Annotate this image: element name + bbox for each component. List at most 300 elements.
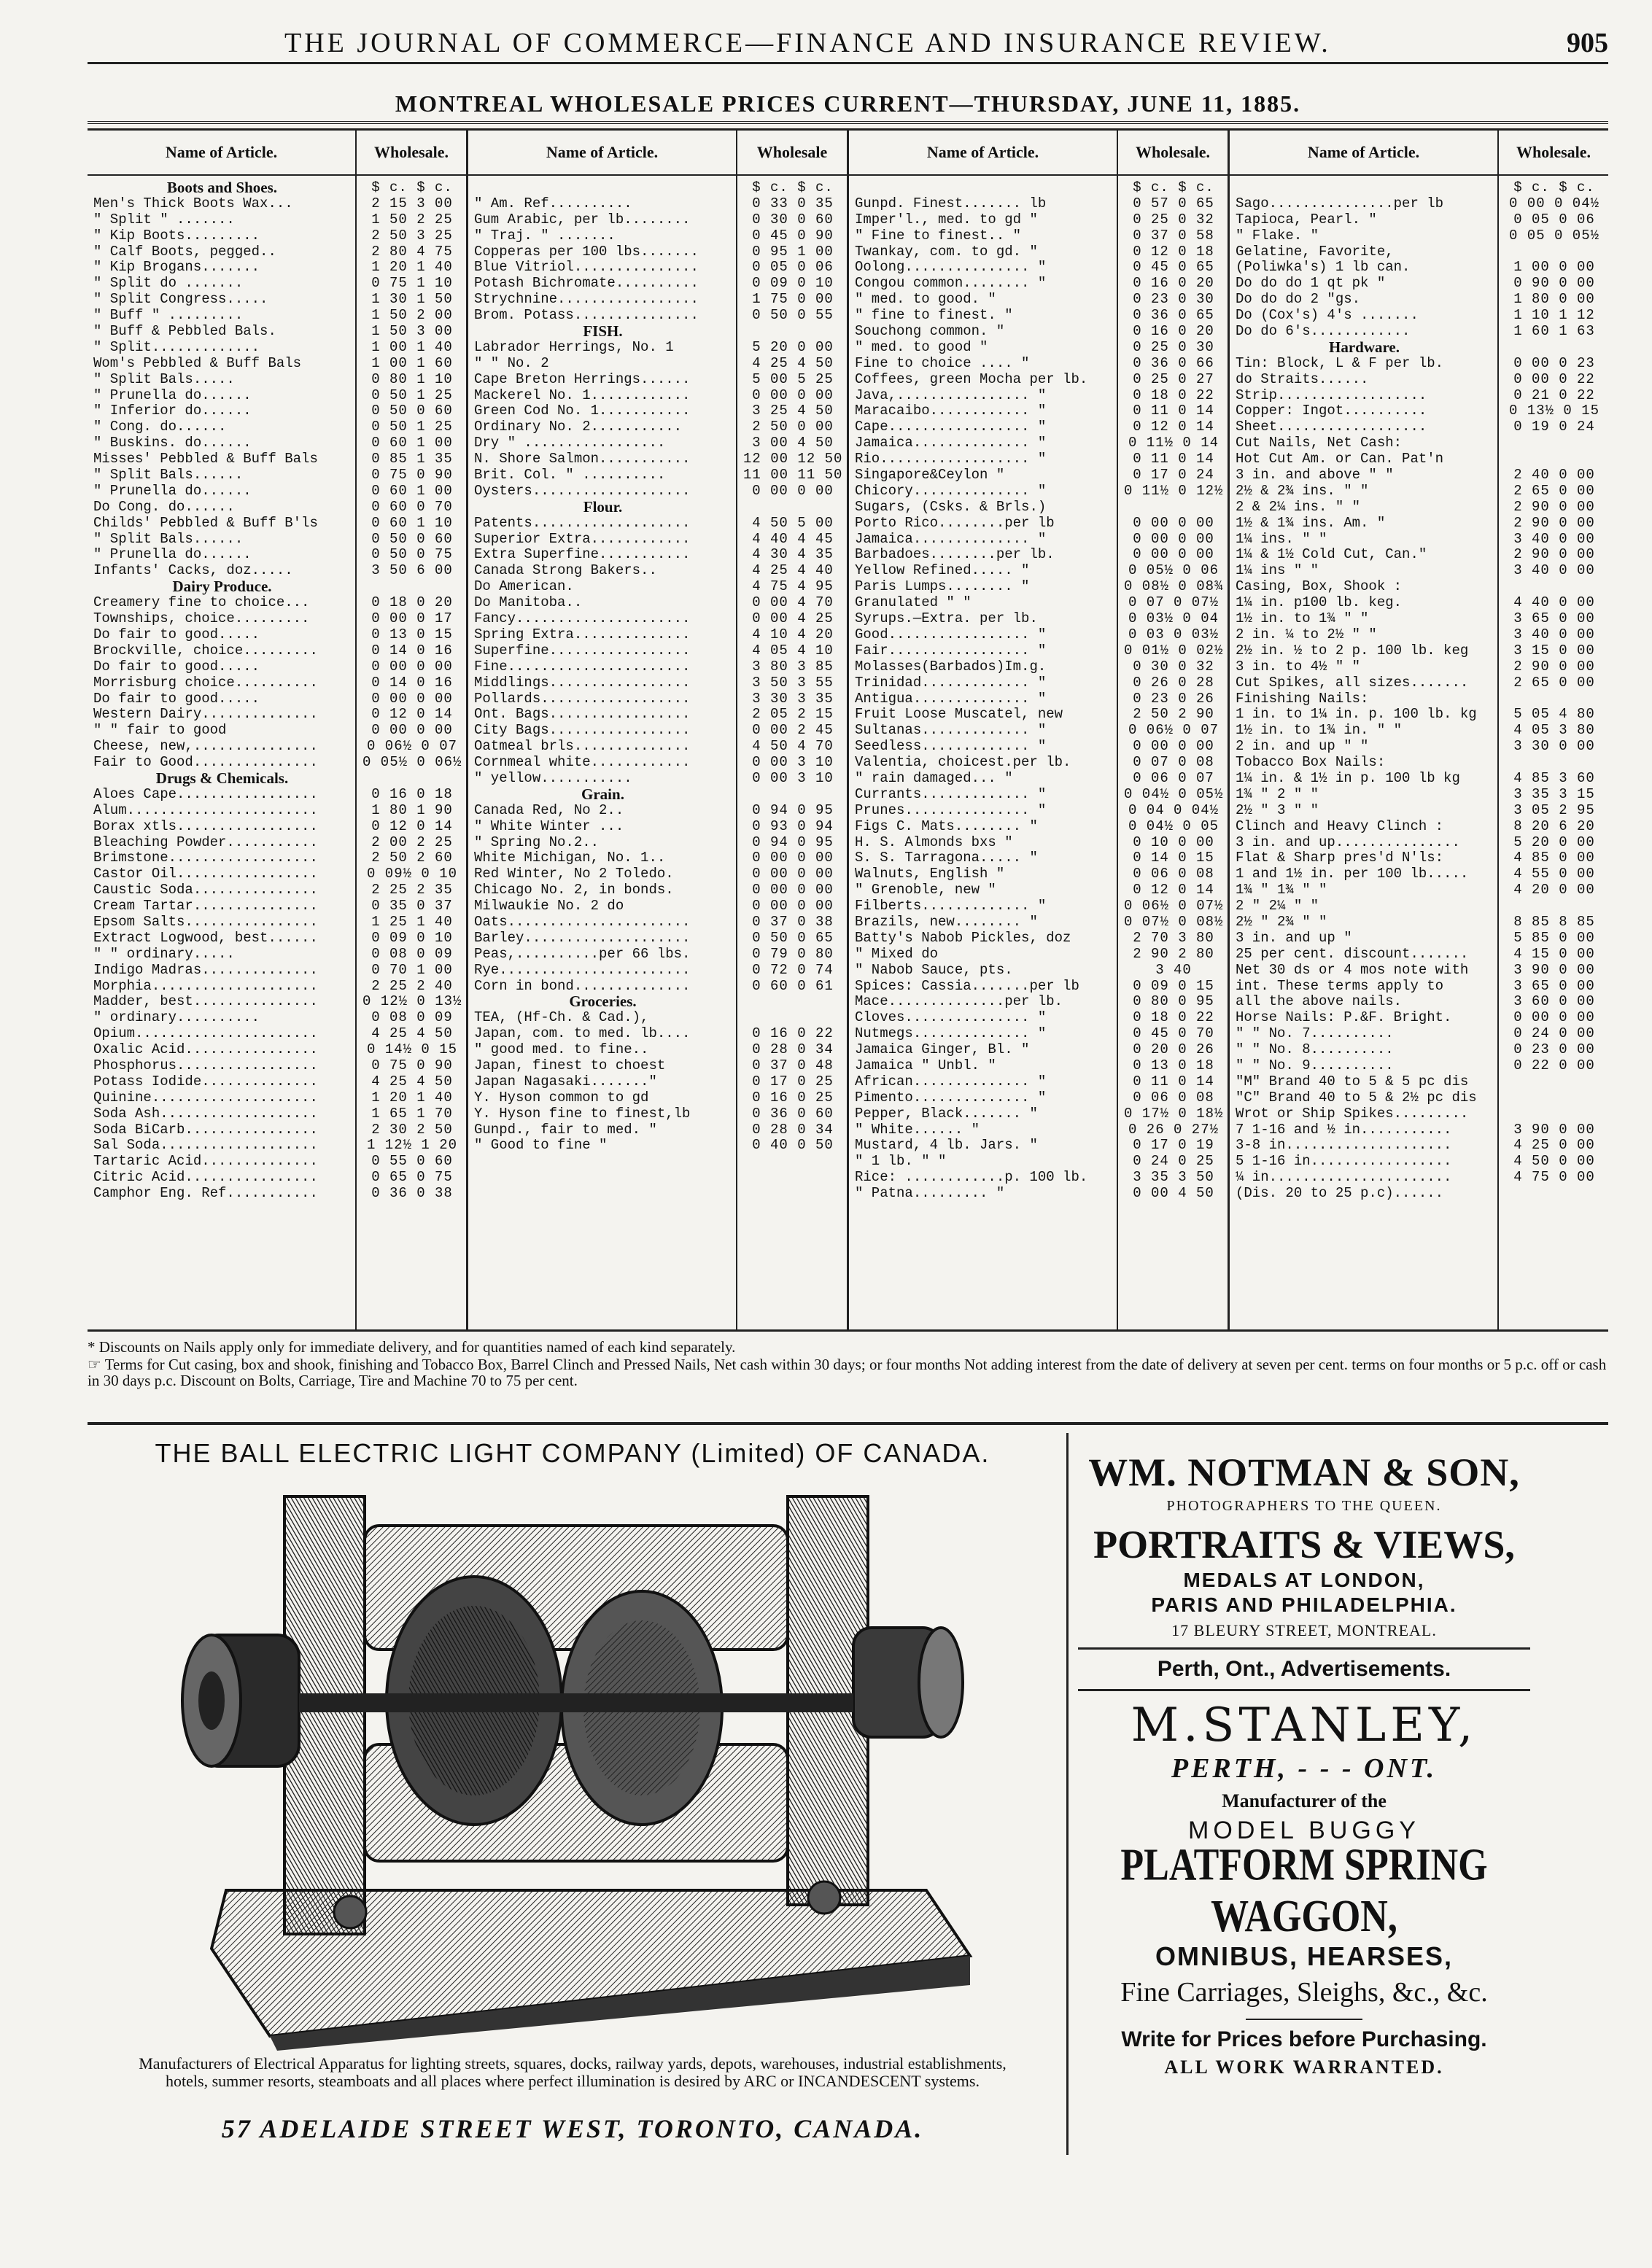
article-price: 2 90 0 00 xyxy=(1513,499,1595,515)
article-name: 3-8 in.................... xyxy=(1236,1138,1452,1154)
article-price: 0 79 0 80 xyxy=(752,946,834,962)
article-name: Clinch and Heavy Clinch : xyxy=(1236,818,1444,834)
article-price: 0 55 0 60 xyxy=(371,1154,453,1170)
article-price: 0 26 0 27½ xyxy=(1128,1122,1219,1138)
article-name: Hot Cut Am. or Can. Pat'n xyxy=(1236,451,1444,467)
article-price: 0 00 0 00 xyxy=(371,659,453,675)
article-price: 4 85 3 60 xyxy=(1513,770,1595,786)
article-price: 0 00 3 10 xyxy=(752,770,834,786)
article-name: Sal Soda................... xyxy=(93,1138,318,1154)
article-name: Soda Ash................... xyxy=(93,1106,318,1122)
article-price: 3 40 0 00 xyxy=(1513,626,1595,642)
article-name: " " No. 9.......... xyxy=(1236,1057,1394,1073)
article-price: $ c. $ c. xyxy=(1133,180,1214,195)
article-name: Indigo Madras.............. xyxy=(93,962,318,978)
article-price: 0 00 0 17 xyxy=(371,611,453,627)
article-price: 0 08½ 0 08¾ xyxy=(1124,579,1223,595)
article-price xyxy=(362,579,462,595)
article-price: 4 50 4 70 xyxy=(752,739,834,755)
article-price: 1 65 1 70 xyxy=(371,1106,453,1122)
article-price: 0 50 0 75 xyxy=(371,547,453,563)
article-price xyxy=(1505,1106,1604,1122)
article-name: " Buskins. do...... xyxy=(93,435,252,451)
article-name: Oolong............... " xyxy=(855,260,1047,276)
article-name: Quinine.................... xyxy=(93,1090,318,1106)
article-price: 0 40 0 50 xyxy=(752,1138,834,1154)
article-name: " Traj. " ....... xyxy=(474,228,616,244)
article-price: 4 85 0 00 xyxy=(1513,850,1595,866)
article-name: Milwaukie No. 2 do xyxy=(474,898,624,914)
article-price: 3 65 0 00 xyxy=(1513,978,1595,994)
article-name: Oysters................... xyxy=(474,483,691,499)
article-price: 0 30 0 60 xyxy=(752,211,834,228)
article-name: Extract Logwood, best...... xyxy=(93,930,318,946)
article-name: " Buff " ......... xyxy=(93,308,244,324)
article-price: 0 17 0 24 xyxy=(1133,467,1214,483)
article-name: 1¾ " 1¾ " " xyxy=(1236,882,1327,898)
footnote-terms: ☞ Terms for Cut casing, box and shook, finishing and Tobacco Box, Barrel Clinch and Pressed Nails, Net cash within 30 days; or four months Not adding interest from the date of delivery at seven per cent. terms on four months or 5 p.c. off or cash in 30 days p.c. Discount on Bolts, Carriage, Tire and Machine 70 to 75 per cent. xyxy=(88,1356,1607,1389)
article-name: Yellow Refined..... " xyxy=(855,563,1030,579)
article-price: 5 05 4 80 xyxy=(1513,707,1595,723)
article-price xyxy=(1505,691,1604,707)
article-name: Sheet.................. xyxy=(1236,419,1427,435)
article-price: 0 57 0 65 xyxy=(1133,195,1214,211)
article-name: Madder, best............... xyxy=(93,994,318,1010)
article-price xyxy=(1505,451,1604,467)
article-name: Corn in bond.............. xyxy=(474,978,691,994)
article-price: 4 50 5 00 xyxy=(752,515,834,531)
article-price xyxy=(743,1010,842,1026)
article-name: Peas,..........per 66 lbs. xyxy=(474,946,691,962)
article-name: Patents................... xyxy=(474,515,691,531)
article-name: Superior Extra............ xyxy=(474,531,691,547)
article-price: 12 00 12 50 xyxy=(743,451,842,467)
article-price: 1 80 1 90 xyxy=(371,802,453,818)
article-price: 0 22 0 00 xyxy=(1513,1057,1595,1073)
article-name: Ont. Bags................. xyxy=(474,707,691,723)
article-price: 0 23 0 00 xyxy=(1513,1042,1595,1058)
article-price: 0 00 0 00 xyxy=(1133,515,1214,531)
article-price: 4 40 0 00 xyxy=(1513,595,1595,611)
article-name: Twankay, com. to gd. " xyxy=(855,244,1038,260)
category-heading: Flour. xyxy=(583,499,623,516)
article-name: 1 and 1½ in. per 100 lb..... xyxy=(1236,866,1469,882)
article-name: Ordinary No. 2........... xyxy=(474,419,683,435)
article-name: 2 " 2¼ " " xyxy=(1236,898,1319,914)
article-price: 0 06 0 08 xyxy=(1133,866,1214,882)
article-price: 0 50 0 65 xyxy=(752,930,834,946)
article-price: 0 06½ 0 07 xyxy=(1128,723,1219,739)
article-price: 0 06½ 0 07½ xyxy=(1124,898,1223,914)
article-price: 0 01½ 0 02½ xyxy=(1124,642,1223,659)
article-price: 2 80 4 75 xyxy=(371,244,453,260)
article-price: 0 11 0 14 xyxy=(1133,403,1214,419)
article-price: 2 90 0 00 xyxy=(1513,547,1595,563)
article-name: Phosphorus................. xyxy=(93,1057,318,1073)
article-name: Brimstone.................. xyxy=(93,850,318,866)
article-price: 0 00 4 70 xyxy=(752,595,834,611)
article-price: 0 13½ 0 15 xyxy=(1508,403,1600,419)
article-price: 5 20 0 00 xyxy=(1513,834,1595,850)
article-names xyxy=(468,131,737,1329)
article-price: 1 50 3 00 xyxy=(371,324,453,340)
article-price: 0 35 0 37 xyxy=(371,898,453,914)
category-heading xyxy=(855,180,1112,196)
article-name: Rye....................... xyxy=(474,962,691,978)
article-price xyxy=(1505,435,1604,451)
article-name: " Split Congress..... xyxy=(93,292,268,308)
article-price: 0 04½ 0 05½ xyxy=(1124,786,1223,802)
article-price: 2 05 2 15 xyxy=(752,707,834,723)
article-name: Rio.................. " xyxy=(855,451,1047,467)
article-name: " White...... " xyxy=(855,1122,980,1138)
article-price: 0 13 0 18 xyxy=(1133,1057,1214,1073)
article-name: " Buff & Pebbled Bals. xyxy=(93,324,276,340)
article-price xyxy=(1505,1090,1604,1106)
article-name: Mackerel No. 1............ xyxy=(474,387,691,403)
article-name: Western Dairy.............. xyxy=(93,707,318,723)
article-price: 0 00 0 00 xyxy=(752,866,834,882)
article-name: " Inferior do...... xyxy=(93,403,252,419)
category-heading: FISH. xyxy=(583,324,623,340)
article-price: 0 80 1 10 xyxy=(371,371,453,387)
article-price: 5 00 5 25 xyxy=(752,371,834,387)
article-name: " Calf Boots, pegged.. xyxy=(93,244,276,260)
article-price xyxy=(1505,579,1604,595)
article-name: 1¾ " 2 " " xyxy=(1236,786,1319,802)
price-column xyxy=(88,131,468,1329)
article-price: 0 60 0 70 xyxy=(371,499,453,515)
article-name: Tartaric Acid.............. xyxy=(93,1154,318,1170)
article-price: 0 14 0 16 xyxy=(371,642,453,659)
article-name: " Mixed do xyxy=(855,946,939,962)
article-name: 2½ " 2¾ " " xyxy=(1236,914,1327,930)
article-price: 0 36 0 65 xyxy=(1133,308,1214,324)
article-price: 1 50 2 00 xyxy=(371,308,453,324)
price-table xyxy=(88,128,1608,1332)
article-name: Copper: Ingot.......... xyxy=(1236,403,1427,419)
article-name: Nutmegs.............. " xyxy=(855,1026,1047,1042)
article-price: 0 93 0 94 xyxy=(752,818,834,834)
article-name: H. S. Almonds bxs " xyxy=(855,834,1013,850)
article-name: Cape................. " xyxy=(855,419,1047,435)
article-name: Antigua.............. " xyxy=(855,691,1047,707)
wholesale-prices xyxy=(737,131,847,1329)
article-name: " Good to fine " xyxy=(474,1138,608,1154)
article-price: 3 40 xyxy=(1155,962,1192,978)
article-name: City Bags................. xyxy=(474,723,691,739)
article-price: 0 80 0 95 xyxy=(1133,994,1214,1010)
article-name: Pimento.............. " xyxy=(855,1090,1047,1106)
column-divider xyxy=(1066,1433,1069,2155)
article-price: 0 60 1 10 xyxy=(371,515,453,531)
notman-medals: MEDALS AT LONDON, xyxy=(1183,1569,1425,1591)
article-price: 0 23 0 26 xyxy=(1133,691,1214,707)
price-column xyxy=(849,131,1230,1329)
article-name: 3 in. and up............... xyxy=(1236,834,1460,850)
article-name: " Split Bals...... xyxy=(93,467,244,483)
article-price: 4 25 4 50 xyxy=(371,1026,453,1042)
article-price: 0 09 0 10 xyxy=(371,930,453,946)
article-name: Infants' Cacks, doz..... xyxy=(93,563,293,579)
article-name: 3 in. to 4½ " " xyxy=(1236,659,1361,675)
article-price: 2 25 2 40 xyxy=(371,978,453,994)
article-name: " Cong. do...... xyxy=(93,419,227,435)
name-header: Name of Article. xyxy=(849,131,1117,176)
article-name: Pepper, Black....... " xyxy=(855,1106,1038,1122)
article-price: 1 75 0 00 xyxy=(752,292,834,308)
article-name: 1½ & 1¾ ins. Am. " xyxy=(1236,515,1386,531)
article-price: 0 09 0 15 xyxy=(1133,978,1214,994)
article-name: 2 in. ¼ to 2½ " " xyxy=(1236,626,1377,642)
article-name: Chicory.............. " xyxy=(855,483,1047,499)
article-price: 0 11 0 14 xyxy=(1133,1073,1214,1090)
article-name: Childs' Pebbled & Buff B'ls xyxy=(93,515,318,531)
price-column xyxy=(468,131,849,1329)
article-name: " 1 lb. " " xyxy=(855,1154,947,1170)
article-name: " Nabob Sauce, pts. xyxy=(855,962,1013,978)
article-name: " yellow........... xyxy=(474,770,632,786)
article-price: 0 00 0 00 xyxy=(752,898,834,914)
stanley-manufacturer: Manufacturer of the xyxy=(1222,1790,1387,1811)
article-name: Dry " ................. xyxy=(474,435,666,451)
article-name: Japan, com. to med. lb.... xyxy=(474,1026,691,1042)
stanley-write: Write for Prices before Purchasing. xyxy=(1121,2027,1487,2051)
article-price: 0 03½ 0 04 xyxy=(1128,611,1219,627)
article-price: 3 50 3 55 xyxy=(752,675,834,691)
article-price: 0 18 0 22 xyxy=(1133,1010,1214,1026)
article-price xyxy=(1505,898,1604,914)
article-price: 2 65 0 00 xyxy=(1513,675,1595,691)
ad-divider xyxy=(1078,1689,1530,1691)
article-price xyxy=(1505,755,1604,771)
article-price: 4 25 4 50 xyxy=(371,1073,453,1090)
running-head xyxy=(88,28,1608,64)
article-name: Currants............. " xyxy=(855,786,1047,802)
wholesale-prices xyxy=(1499,131,1608,1329)
article-price: 3 00 4 50 xyxy=(752,435,834,451)
article-name: " Split do ....... xyxy=(93,276,244,292)
article-name: Potash Bichromate.......... xyxy=(474,276,699,292)
article-price: 2 90 2 80 xyxy=(1133,946,1214,962)
article-name: Net 30 ds or 4 mos note with xyxy=(1236,962,1469,978)
article-name: Do Manitoba.. xyxy=(474,595,583,611)
article-name: " fine to finest. " xyxy=(855,308,1013,324)
article-price: 0 23 0 30 xyxy=(1133,292,1214,308)
article-name: Cheese, new,............... xyxy=(93,739,318,755)
wholesale-header: Wholesale. xyxy=(1118,131,1228,176)
section-divider xyxy=(88,1422,1608,1425)
article-name: 2 in. and up " " xyxy=(1236,739,1369,755)
article-name: do Straits...... xyxy=(1236,371,1369,387)
article-name: 1¼ ins. " " xyxy=(1236,531,1327,547)
article-name: Spring Extra.............. xyxy=(474,626,691,642)
article-name: Imper'l., med. to gd " xyxy=(855,211,1038,228)
article-price: 2 25 2 35 xyxy=(371,882,453,898)
article-name: 1¼ in. p100 lb. keg. xyxy=(1236,595,1403,611)
article-price: 0 94 0 95 xyxy=(752,802,834,818)
article-price: 1 00 0 00 xyxy=(1513,260,1595,276)
perth-heading: Perth, Ont., Advertisements. xyxy=(1157,1657,1451,1681)
article-name: Strip.................. xyxy=(1236,387,1427,403)
article-name: Do fair to good..... xyxy=(93,691,260,707)
category-heading: Groceries. xyxy=(569,994,637,1011)
article-name: Sultanas............. " xyxy=(855,723,1047,739)
article-name: Spices: Cassia.......per lb xyxy=(855,978,1079,994)
article-name: Middlings................. xyxy=(474,675,691,691)
article-name: Do American. xyxy=(474,579,574,595)
article-price: 4 30 4 35 xyxy=(752,547,834,563)
article-name: Molasses(Barbados)Im.g. xyxy=(855,659,1047,675)
article-price: 0 00 2 45 xyxy=(752,723,834,739)
article-name: Sugars, (Csks. & Brls.) xyxy=(855,499,1047,515)
article-name: Flat & Sharp pres'd N'ls: xyxy=(1236,850,1444,866)
article-price: 2 90 0 00 xyxy=(1513,515,1595,531)
article-price: 0 26 0 28 xyxy=(1133,675,1214,691)
article-name: White Michigan, No. 1.. xyxy=(474,850,666,866)
article-price: 0 50 0 55 xyxy=(752,308,834,324)
article-names xyxy=(849,131,1118,1329)
article-price: 3 90 0 00 xyxy=(1513,962,1595,978)
article-price: 0 00 0 00 xyxy=(752,882,834,898)
article-price: 2 90 0 00 xyxy=(1513,659,1595,675)
article-price: 4 05 4 10 xyxy=(752,642,834,659)
stanley-town: PERTH, - - - ONT. xyxy=(1171,1753,1438,1784)
article-name: " Split Bals...... xyxy=(93,531,244,547)
article-names xyxy=(1230,131,1499,1329)
article-price: 2 50 2 90 xyxy=(1133,707,1214,723)
article-name: " ordinary.......... xyxy=(93,1010,260,1026)
article-name: " Prunella do...... xyxy=(93,387,252,403)
article-name: Mustard, 4 lb. Jars. " xyxy=(855,1138,1038,1154)
article-name: 1½ in. to 1¾ in. " " xyxy=(1236,723,1403,739)
article-name: " Prunella do...... xyxy=(93,483,252,499)
article-name: " good med. to fine.. xyxy=(474,1042,649,1058)
article-price: 0 13 0 15 xyxy=(371,626,453,642)
wholesale-header: Wholesale xyxy=(737,131,847,176)
article-price: 3 90 0 00 xyxy=(1513,1122,1595,1138)
journal-title: THE JOURNAL OF COMMERCE—FINANCE AND INSURANCE REVIEW. xyxy=(284,28,1331,58)
article-name: Canada Red, No 2.. xyxy=(474,802,624,818)
article-name: Fruit Loose Muscatel, new xyxy=(855,707,1063,723)
article-price: 1 50 2 25 xyxy=(371,211,453,228)
article-price: 0 28 0 34 xyxy=(752,1122,834,1138)
article-name: Creamery fine to choice... xyxy=(93,595,310,611)
article-price: 0 07 0 07½ xyxy=(1128,595,1219,611)
article-price: 0 21 0 22 xyxy=(1513,387,1595,403)
article-price: 0 14½ 0 15 xyxy=(366,1042,458,1058)
article-name: Barbadoes........per lb. xyxy=(855,547,1055,563)
article-name: Fancy..................... xyxy=(474,611,691,627)
article-name: " med. to good. " xyxy=(855,292,996,308)
article-price: 4 20 0 00 xyxy=(1513,882,1595,898)
article-name: " Split............. xyxy=(93,339,260,355)
article-name: Singapore&Ceylon " xyxy=(855,467,1005,483)
article-name: Fair................. " xyxy=(855,642,1047,659)
name-header: Name of Article. xyxy=(88,131,355,176)
article-price: 0 11½ 0 12½ xyxy=(1124,483,1223,499)
stanley-name: M.STANLEY, xyxy=(1131,1698,1478,1752)
article-price: 0 12 0 18 xyxy=(1133,244,1214,260)
article-name: Oats...................... xyxy=(474,914,691,930)
article-price: 0 09 0 10 xyxy=(752,276,834,292)
article-name: 3 in. and up " xyxy=(1236,930,1352,946)
category-heading: Grain. xyxy=(581,786,624,803)
article-name: Morrisburg choice.......... xyxy=(93,675,318,691)
category-heading xyxy=(474,180,732,196)
article-price: 3 40 0 00 xyxy=(1513,563,1595,579)
article-name: Jamaica.............. " xyxy=(855,531,1047,547)
article-name: Coffees, green Mocha per lb. xyxy=(855,371,1088,387)
article-price: 2 30 2 50 xyxy=(371,1122,453,1138)
article-price: 3 80 3 85 xyxy=(752,659,834,675)
article-price xyxy=(743,500,842,516)
article-price: 0 00 0 04½ xyxy=(1508,195,1600,211)
article-price: 1 10 1 12 xyxy=(1513,308,1595,324)
article-name: Filberts............. " xyxy=(855,898,1047,914)
article-names xyxy=(88,131,357,1329)
article-price: 3 15 0 00 xyxy=(1513,642,1595,659)
article-price: 2 00 2 25 xyxy=(371,834,453,850)
article-name: int. These terms apply to xyxy=(1236,978,1444,994)
stanley-platform: PLATFORM SPRING WAGGON, xyxy=(1120,1840,1488,1942)
article-price: 0 03 0 03½ xyxy=(1128,626,1219,642)
right-ads-column xyxy=(1078,1444,1530,2144)
article-price: 0 33 0 35 xyxy=(752,195,834,211)
article-price: 4 10 4 20 xyxy=(752,626,834,642)
article-price: 2 15 3 00 xyxy=(371,195,453,211)
article-price: 1 12½ 1 20 xyxy=(366,1138,458,1154)
article-price: 0 50 1 25 xyxy=(371,419,453,435)
article-name: Fair to Good............... xyxy=(93,755,318,771)
article-name: Alum....................... xyxy=(93,802,318,818)
article-price: 3 05 2 95 xyxy=(1513,802,1595,818)
article-price: 1 00 1 60 xyxy=(371,355,453,371)
article-price: 0 50 1 25 xyxy=(371,387,453,403)
article-name: Cloves............... " xyxy=(855,1010,1047,1026)
article-price: 0 18 0 22 xyxy=(1133,387,1214,403)
article-name: Opium...................... xyxy=(93,1026,318,1042)
article-price: 0 00 4 25 xyxy=(752,611,834,627)
article-price: 2 70 3 80 xyxy=(1133,930,1214,946)
article-price: 0 37 0 58 xyxy=(1133,228,1214,244)
article-name: Gunpd. Finest....... lb xyxy=(855,195,1047,211)
article-name: Tobacco Box Nails: xyxy=(1236,755,1386,771)
article-name: Extra Superfine........... xyxy=(474,547,691,563)
notman-address: 17 BLEURY STREET, MONTREAL. xyxy=(1171,1621,1437,1639)
article-name: Cut Spikes, all sizes....... xyxy=(1236,675,1469,691)
article-name: Rice: ............p. 100 lb. xyxy=(855,1170,1088,1186)
article-name: Gunpd., fair to med. " xyxy=(474,1122,657,1138)
article-price: 0 94 0 95 xyxy=(752,834,834,850)
article-price: 3 65 0 00 xyxy=(1513,611,1595,627)
article-price: 0 00 0 00 xyxy=(752,483,834,499)
article-price: 3 35 3 15 xyxy=(1513,786,1595,802)
article-price: 0 17½ 0 18½ xyxy=(1124,1106,1223,1122)
article-price: 0 00 4 50 xyxy=(1133,1186,1214,1202)
article-name: "C" Brand 40 to 5 & 2½ pc dis xyxy=(1236,1090,1477,1106)
article-price: 5 20 0 00 xyxy=(752,339,834,355)
notman-paris: PARIS AND PHILADELPHIA. xyxy=(1151,1593,1457,1616)
article-price: 1 20 1 40 xyxy=(371,1090,453,1106)
article-name: Tapioca, Pearl. " xyxy=(1236,211,1377,228)
article-price: 0 00 0 00 xyxy=(1513,1010,1595,1026)
ball-ad-title: THE BALL ELECTRIC LIGHT COMPANY (Limited) OF CANADA. xyxy=(155,1438,990,1468)
article-price: 0 16 0 25 xyxy=(752,1090,834,1106)
article-name: Labrador Herrings, No. 1 xyxy=(474,339,674,355)
article-name: Gelatine, Favorite, xyxy=(1236,244,1394,260)
article-price: 0 24 0 25 xyxy=(1133,1154,1214,1170)
